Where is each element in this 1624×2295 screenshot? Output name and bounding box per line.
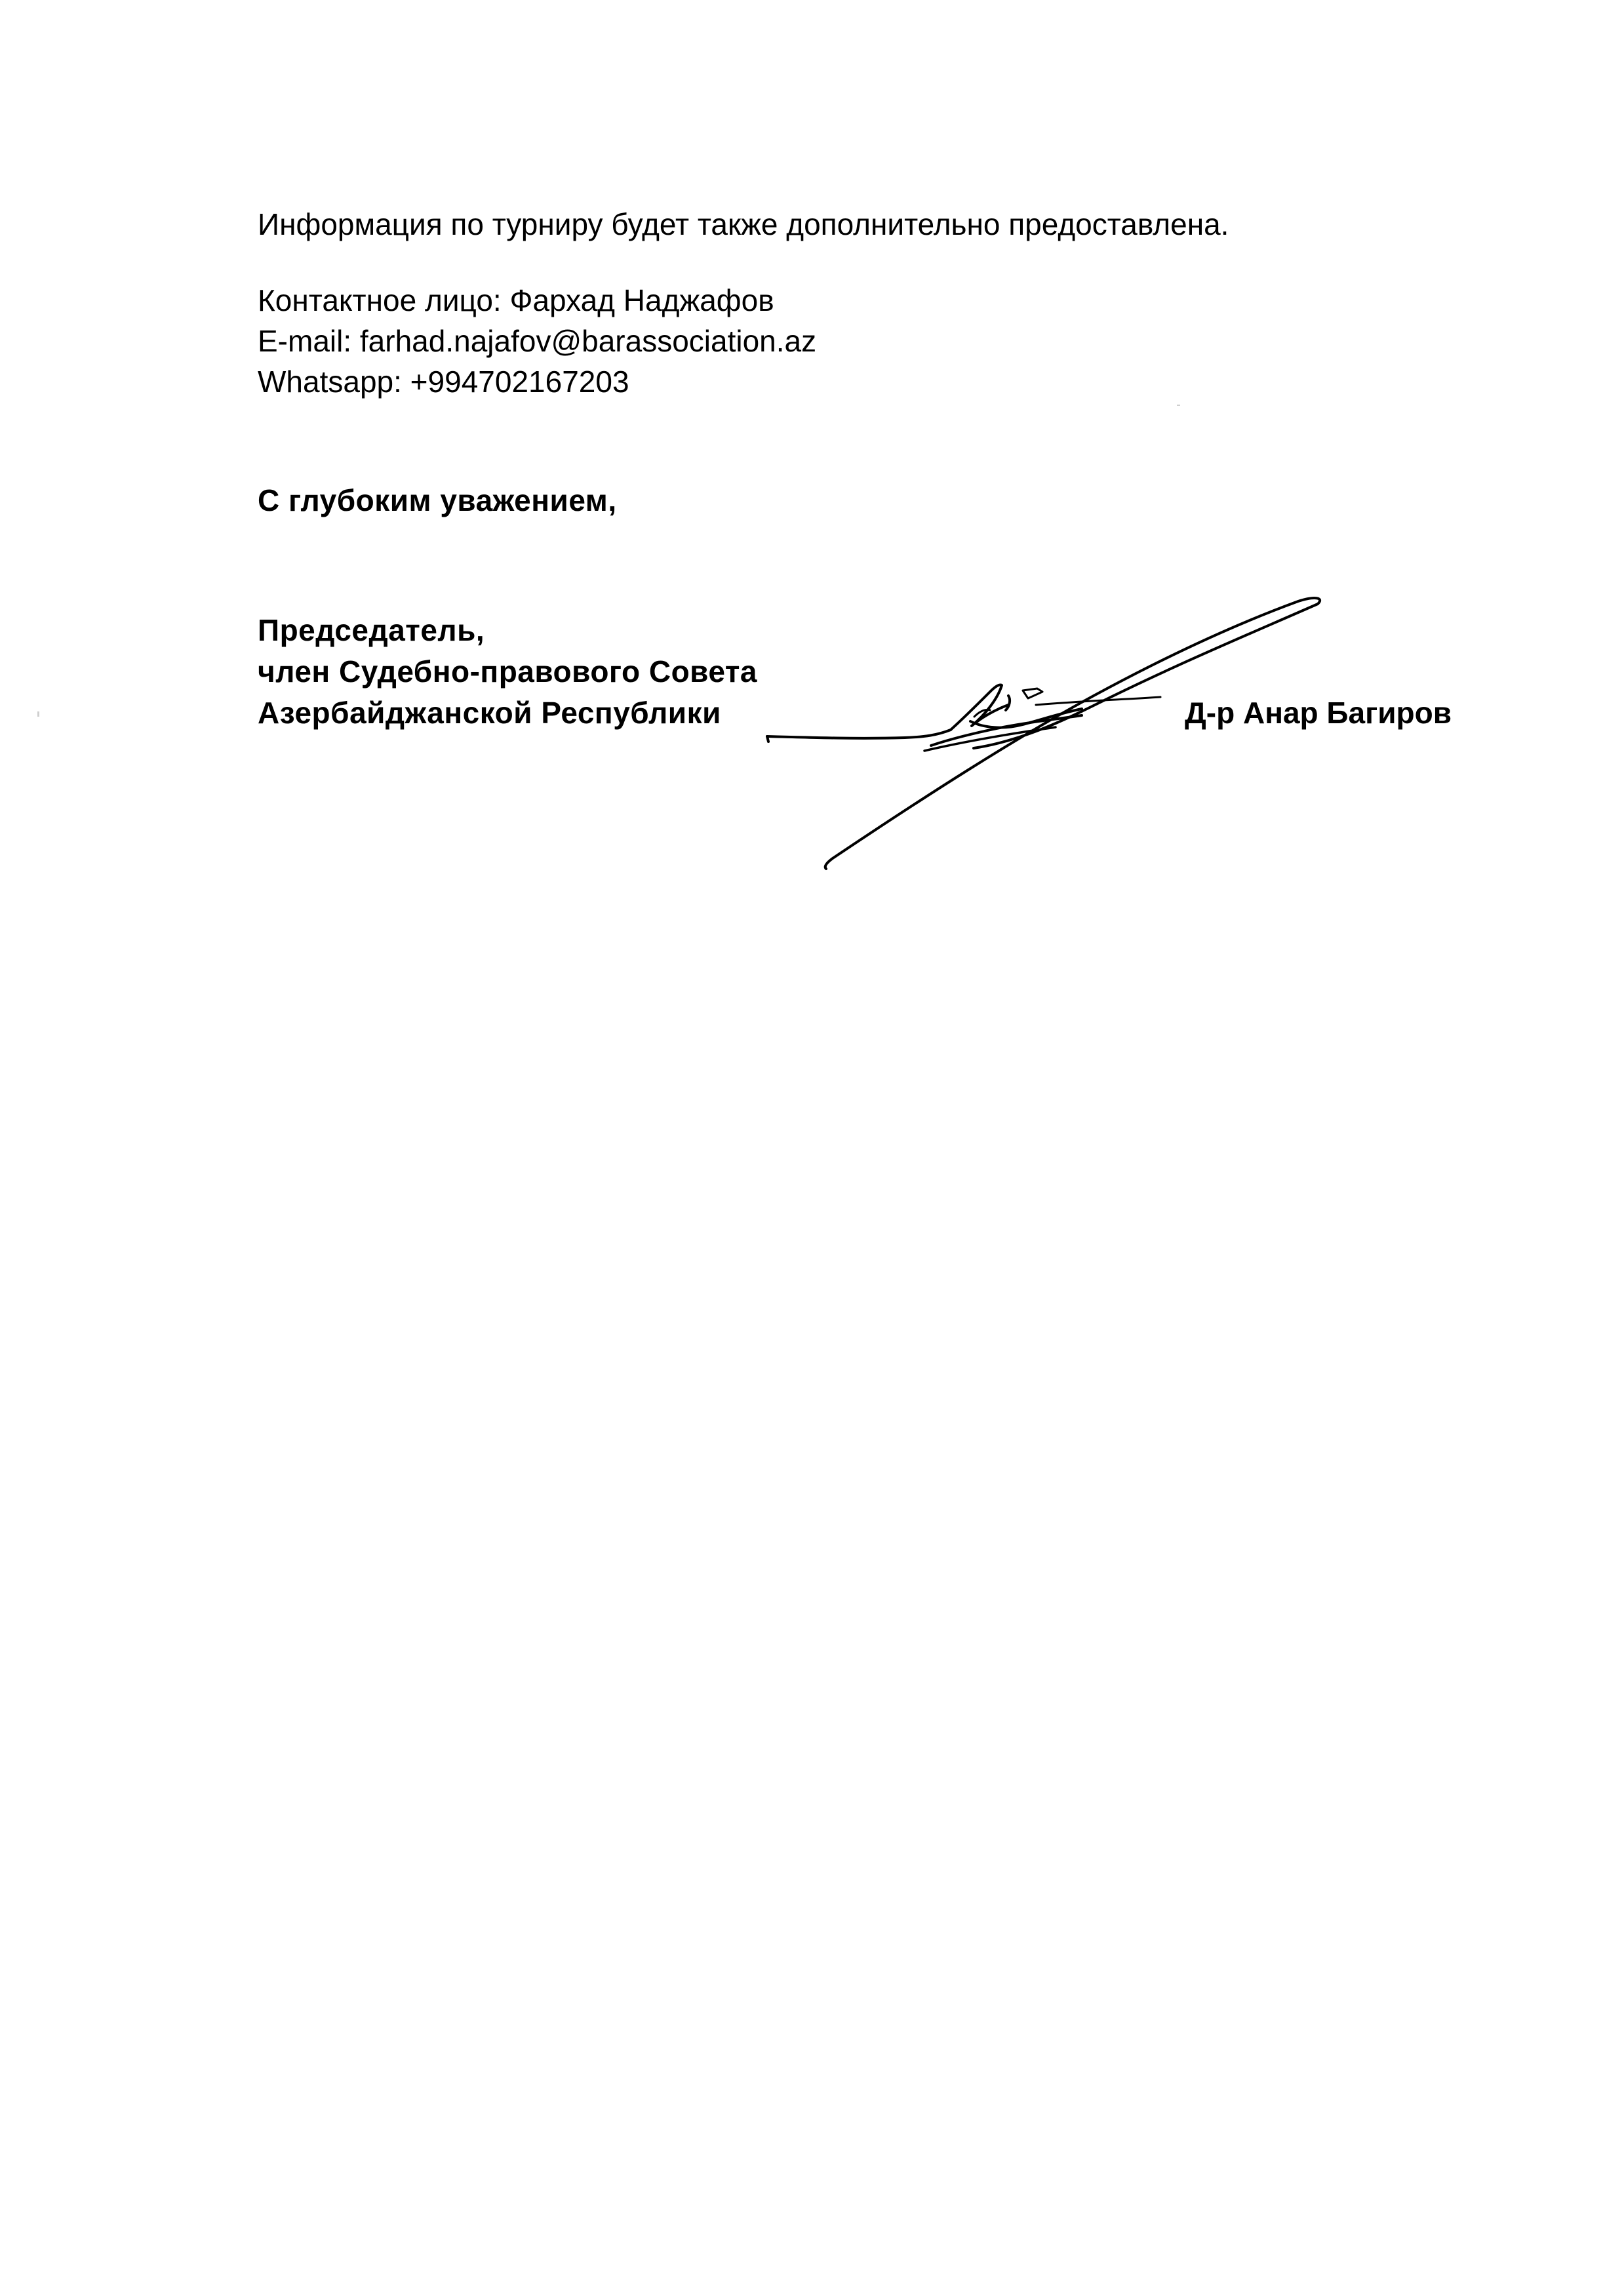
scan-speck xyxy=(1177,405,1180,406)
contact-email-text: E-mail: farhad.najafov@barassociation.az xyxy=(258,324,817,358)
handwritten-signature xyxy=(754,587,1377,882)
signatory-title-line-3: Азербайджанской Республики xyxy=(258,696,721,730)
signatory-title-line-1: Председатель, xyxy=(258,613,485,647)
contact-whatsapp-text: Whatsapp: +994702167203 xyxy=(258,365,629,399)
signatory-name: Д-р Анар Багиров xyxy=(1185,696,1452,730)
tournament-info-text: Информация по турниру будет также дополнительно предоставлена. xyxy=(258,207,1229,241)
signatory-title-line-2: член Судебно-правового Совета xyxy=(258,654,757,688)
contact-person-text: Контактное лицо: Фархад Наджафов xyxy=(258,283,774,317)
closing-salutation: С глубоким уважением, xyxy=(258,483,617,517)
scan-speck xyxy=(37,711,39,717)
